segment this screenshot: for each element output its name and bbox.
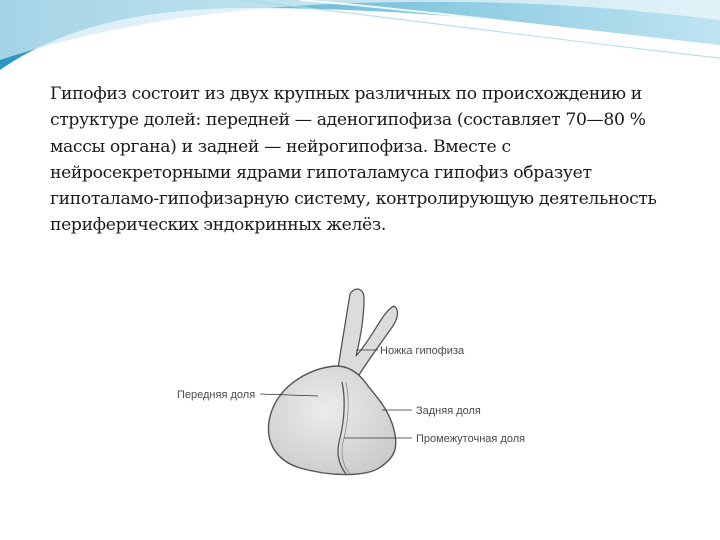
pituitary-gland-body (268, 366, 395, 475)
pituitary-stalk (336, 289, 397, 380)
pituitary-diagram (150, 270, 570, 510)
stalk-label: Ножка гипофиза (380, 345, 465, 357)
intermediate-lobe-label: Промежуточная доля (416, 433, 526, 445)
anterior-lobe-label: Передняя доля (177, 389, 256, 401)
header-wave-decoration (0, 0, 720, 90)
posterior-lobe-label: Задняя доля (416, 405, 481, 417)
body-paragraph: Гипофиз состоит из двух крупных различных по происхождению и структуре долей: передней — аденогипофиза (составляет 70—80 % массы органа) и задней — нейрогипофиза. Вместе с нейросекреторными ядрами гипоталамуса гипофиз образует гипоталамо-гипофизарную систему, контролирующую деятельность периферических эндокринных желёз. (50, 84, 657, 236)
